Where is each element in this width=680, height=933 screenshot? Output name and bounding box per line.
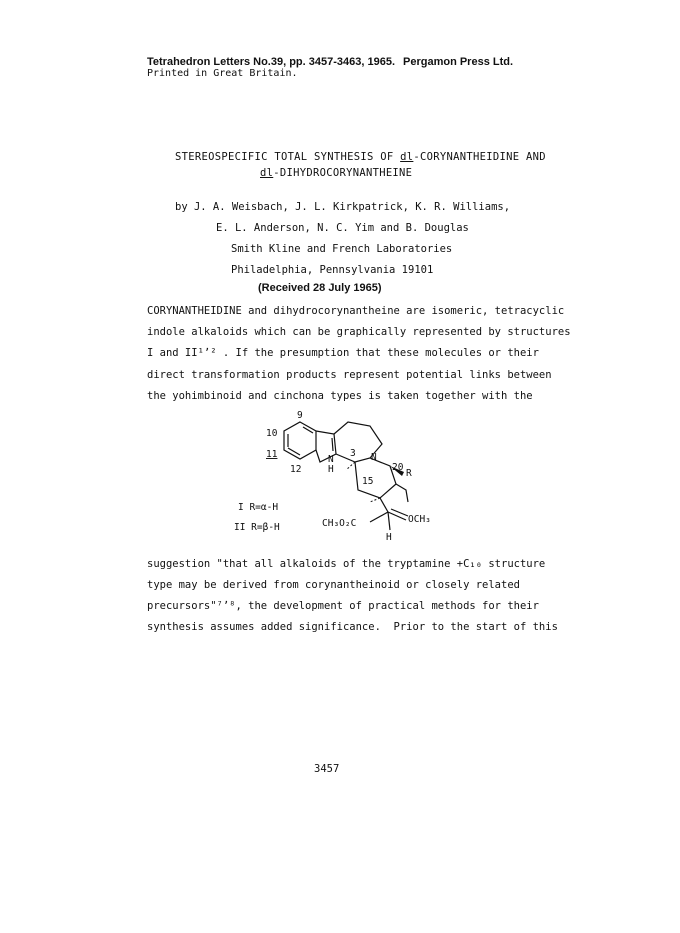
journal-citation: Tetrahedron Letters No.39, pp. 3457-3463, 1965. <box>147 56 396 68</box>
atom-label-11: 11 <box>266 449 278 460</box>
body-p2-line1: suggestion "that all alkaloids of the tryptamine +C₁₀ structure <box>147 558 546 570</box>
atom-label-r: R <box>406 468 412 479</box>
affiliation-line2: Philadelphia, Pennsylvania 19101 <box>231 264 434 276</box>
affiliation-line1: Smith Kline and French Laboratories <box>231 243 453 255</box>
atom-label-h1: H <box>328 464 334 475</box>
printed-in: Printed in Great Britain. <box>147 68 298 79</box>
atom-label-n4: N <box>371 452 377 463</box>
methoxy-label: OCH₃ <box>408 514 431 525</box>
paper-title-line1 <box>175 151 546 163</box>
page-number: 3457 <box>314 763 340 775</box>
atom-label-10: 10 <box>266 428 278 439</box>
body-p1-line1: CORYNANTHEIDINE and dihydrocorynantheine are isomeric, tetracyclic <box>147 305 565 317</box>
title-prefix: STEREOSPECIFIC TOTAL SYNTHESIS OF <box>175 151 401 163</box>
body-p2-line2: type may be derived from corynantheinoid or closely related <box>147 579 520 591</box>
chemical-structure <box>220 410 520 550</box>
body-p1-line2: indole alkaloids which can be graphically represented by structures <box>147 326 571 338</box>
compound-label-I: I R=α-H <box>238 502 279 513</box>
atom-label-12: 12 <box>290 464 302 475</box>
publisher: Pergamon Press Ltd. <box>403 56 514 68</box>
paper-title-line2 <box>260 167 412 179</box>
atom-label-n1: N <box>328 454 334 465</box>
title-suffix-2: -DIHYDROCORYNANTHEINE <box>273 167 413 179</box>
authors-line1: by J. A. Weisbach, J. L. Kirkpatrick, K. R. Williams, <box>175 201 511 213</box>
atom-label-h3: H <box>386 532 392 543</box>
body-p1-line3: I and II¹ʼ² . If the presumption that these molecules or their <box>147 347 539 359</box>
atom-label-9: 9 <box>297 410 303 421</box>
benzene-ring <box>284 422 316 459</box>
body-p1-line4: direct transformation products represent potential links between <box>147 369 552 381</box>
title-dl-1: dl <box>400 151 414 163</box>
atom-label-15: 15 <box>362 476 374 487</box>
compound-label-II: II R=β-H <box>234 522 280 533</box>
atom-label-20: 20 <box>392 462 404 473</box>
body-p1-line5: the yohimbinoid and cinchona types is taken together with the <box>147 390 533 402</box>
ester-label: CH₃O₂C <box>322 518 357 529</box>
atom-label-3: 3 <box>350 448 356 459</box>
title-suffix-1: -CORYNANTHEIDINE AND <box>413 151 546 163</box>
body-p2-line4: synthesis assumes added significance. Prior to the start of this <box>147 621 558 633</box>
body-p2-line3: precursors"⁷ʼ⁸, the development of practical methods for their <box>147 600 539 612</box>
title-dl-2: dl <box>260 167 274 179</box>
received-date: (Received 28 July 1965) <box>258 282 382 294</box>
authors-line2: E. L. Anderson, N. C. Yim and B. Douglas <box>216 222 469 234</box>
